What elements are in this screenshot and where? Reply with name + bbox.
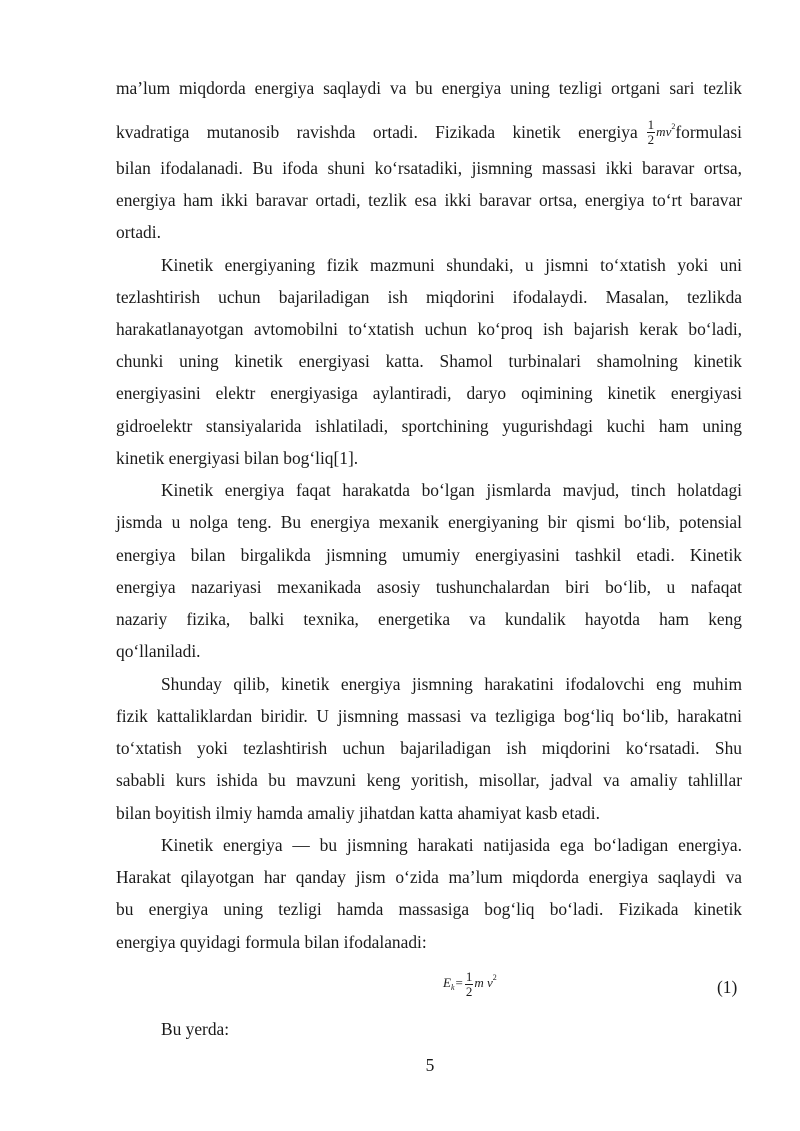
text-line: chunki uning kinetik energiyasi katta. Shamol turbinalari shamolning kinetik bbox=[116, 351, 742, 371]
equals-sign: = bbox=[455, 975, 463, 990]
text-line: jismda u nolga teng. Bu energiya mexanik energiyaning bir qismi bo‘lib, potensial bbox=[116, 512, 742, 532]
exponent: 2 bbox=[492, 973, 497, 982]
text-line: Kinetik energiyaning fizik mazmuni shundaki, u jismni to‘xtatish yoki uni bbox=[161, 255, 742, 275]
text-line: Bu yerda: bbox=[161, 1019, 230, 1039]
text-line: energiyasini elektr energiyasiga aylantiradi, daryo oqimining kinetik energiyasi bbox=[116, 383, 742, 403]
text-line: tezlashtirish uchun bajariladigan ish miqdorini ifodalaydi. Masalan, tezlikda bbox=[116, 287, 742, 307]
page-number: 5 bbox=[425, 1055, 435, 1075]
energy-symbol: E bbox=[443, 975, 451, 990]
text-line: Shunday qilib, kinetik energiya jismning harakatini ifodalovchi eng muhim bbox=[161, 674, 742, 694]
inline-formula bbox=[646, 117, 676, 147]
text-line: gidroelektr stansiyalarida ishlatiladi, sportchining yugurishdagi kuchi ham uning bbox=[116, 416, 742, 436]
exponent: 2 bbox=[671, 122, 676, 131]
fraction bbox=[465, 970, 474, 999]
text-line: ma’lum miqdorda energiya saqlaydi va bu energiya uning tezligi ortgani sari tezlik bbox=[116, 78, 742, 98]
fraction bbox=[647, 118, 656, 147]
text-line: energiya nazariyasi mexanikada asosiy tushunchalardan biri bo‘lib, u nafaqat bbox=[116, 577, 742, 597]
text-line: Kinetik energiya — bu jismning harakati natijasida ega bo‘ladigan energiya. bbox=[161, 835, 742, 855]
text-line: fizik kattaliklardan biridir. U jismning massasi va tezligiga bog‘liq bo‘lib, harakatni bbox=[116, 706, 742, 726]
text-line: sababli kurs ishida bu mavzuni keng yoritish, misollar, jadval va amaliy tahlillar bbox=[116, 770, 742, 790]
text-line-segment: formulasi bbox=[675, 121, 742, 142]
text-line-with-formula bbox=[116, 117, 742, 147]
text-line: energiya bilan birgalikda jismning umumiy energiyasini tashkil etadi. Kinetik bbox=[116, 545, 742, 565]
text-line: nazariy fizika, balki texnika, energetika va kundalik hayotda ham keng bbox=[116, 609, 742, 629]
text-line-segment: kvadratiga mutanosib ravishda ortadi. Fizikada kinetik energiya bbox=[116, 121, 638, 142]
mass-symbol: m bbox=[474, 975, 484, 990]
text-line: Harakat qilayotgan har qanday jism o‘zida ma’lum miqdorda energiya saqlaydi va bbox=[116, 867, 742, 887]
text-line: Kinetik energiya faqat harakatda bo‘lgan jismlarda mavjud, tinch holatdagi bbox=[161, 480, 742, 500]
velocity-symbol: v bbox=[487, 975, 493, 990]
text-line: ortadi. bbox=[116, 222, 161, 242]
fraction-denominator: 2 bbox=[465, 983, 473, 999]
text-line: kinetik energiyasi bilan bog‘liq[1]. bbox=[116, 448, 359, 468]
equation-number: (1) bbox=[717, 977, 738, 997]
text-line: harakatlanayotgan avtomobilni to‘xtatish uchun ko‘proq ish bajarish kerak bo‘ladi, bbox=[116, 319, 742, 339]
text-line: energiya ham ikki baravar ortadi, tezlik esa ikki baravar ortsa, energiya to‘rt baravar bbox=[116, 190, 742, 210]
text-line: bu energiya uning tezligi hamda massasiga bog‘liq bo‘ladi. Fizikada kinetik bbox=[116, 899, 742, 919]
text-line: to‘xtatish yoki tezlashtirish uchun bajariladigan ish miqdorini ko‘rsatadi. Shu bbox=[116, 738, 742, 758]
text-line: energiya quyidagi formula bilan ifodalanadi: bbox=[116, 932, 427, 952]
velocity-symbol: v bbox=[665, 124, 672, 139]
fraction-denominator: 2 bbox=[647, 131, 655, 147]
mass-symbol: m bbox=[656, 124, 666, 139]
fraction-numerator: 1 bbox=[465, 968, 473, 984]
text-line: bilan boyitish ilmiy hamda amaliy jihatdan katta ahamiyat kasb etadi. bbox=[116, 803, 600, 823]
kinetic-energy-formula bbox=[443, 968, 497, 999]
text-line: qo‘llaniladi. bbox=[116, 641, 201, 661]
text-line: bilan ifodalanadi. Bu ifoda shuni ko‘rsatadiki, jismning massasi ikki baravar ortsa, bbox=[116, 158, 742, 178]
fraction-numerator: 1 bbox=[647, 116, 655, 132]
energy-subscript: k bbox=[450, 983, 455, 992]
